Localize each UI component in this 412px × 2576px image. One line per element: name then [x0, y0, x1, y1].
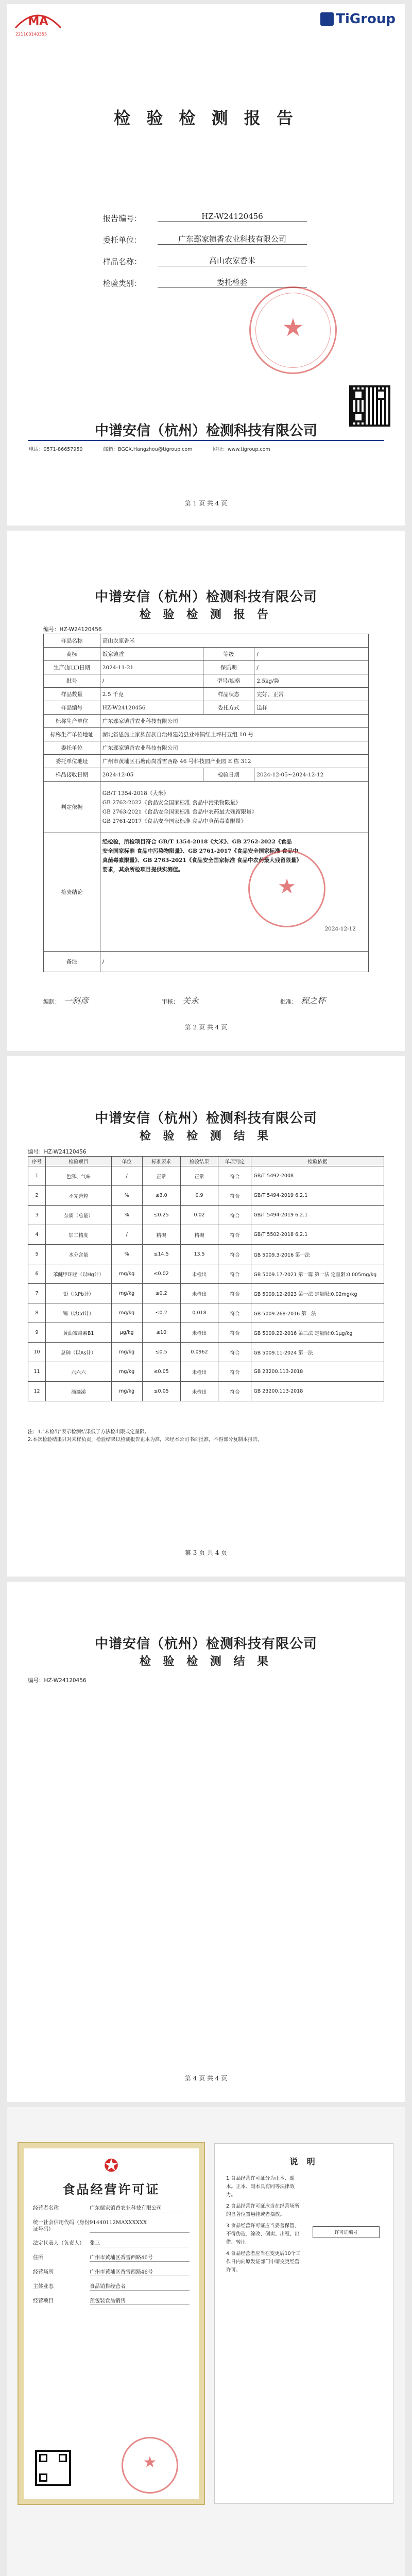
license-page — [7, 2107, 405, 2576]
results-cell: 符合 — [218, 1166, 251, 1186]
results-cell: GB 23200.113-2018 — [251, 1382, 384, 1401]
summary-value-cell: 广州市黄埔区石塘南岗香雪西路 46 号科技园产业园 E 栋 312 — [100, 755, 368, 768]
results-cell: 2 — [28, 1186, 46, 1206]
reviewer-signature: 关永 — [182, 996, 199, 1006]
results-cell: 精碾 — [142, 1225, 180, 1245]
results-cont-page — [7, 1582, 405, 2102]
summary-value-cell: 2.5 千克 — [100, 688, 203, 701]
results-cell: mg/kg — [111, 1264, 142, 1284]
summary-label-cell: 检验日期 — [203, 768, 254, 782]
results-report-no: 编号：HZ-W24120456 — [28, 1149, 87, 1155]
summary-row — [44, 701, 369, 715]
results-cell: GB 5009.11-2024 第一法 — [251, 1343, 384, 1362]
results-cell: 未检出 — [180, 1362, 218, 1382]
results-row — [28, 1225, 384, 1245]
results-cell: 黄曲霉毒素B1 — [45, 1323, 111, 1343]
results-cell: 8 — [28, 1303, 46, 1323]
results-note: 注：1."未检出"表示检测结果低于方法检出限或定量限。 — [28, 1429, 150, 1435]
results-row — [28, 1206, 384, 1225]
results-cell: μg/kg — [111, 1323, 142, 1343]
results-cell: GB 5009.22-2016 第三法 定量限:0.1μg/kg — [251, 1323, 384, 1343]
tigroup-name: TiGroup — [336, 11, 396, 27]
results-page-number: 第 3 页 共 4 页 — [184, 1549, 228, 1556]
license-code-label: 许可证编号 — [334, 2230, 358, 2235]
conclusion-line: 真菌毒素限量》、GB 2763-2021《食品安全国家标准 食品中农药最大残留限量》 — [102, 857, 302, 863]
conclusion-line: 安全国家标准 食品中污染物限量》、GB 2761-2017《食品安全国家标准 食品中 — [102, 848, 299, 854]
license-field-value: 91440112MAXXXXXX — [90, 2219, 190, 2233]
license-note: 3.食品经营许可证应当妥善保管，不得伪造、涂改、倒卖、出租、出借、转让。 — [226, 2223, 300, 2245]
summary-label-cell: 委托单位 — [44, 741, 100, 755]
basis-line: GB/T 1354-2018《大米》 — [102, 790, 169, 796]
summary-label-cell: 标称生产单位 — [44, 715, 100, 728]
results-cell: GB/T 5502-2018 6.2.1 — [251, 1225, 384, 1245]
results-cell: mg/kg — [111, 1362, 142, 1382]
conclusion-label: 检验结论 — [44, 833, 100, 952]
summary-row — [44, 674, 369, 688]
results-cell: 符合 — [218, 1245, 251, 1264]
license-field-label: 经营者名称 — [33, 2206, 59, 2211]
summary-row — [44, 768, 369, 782]
results-cell: 水分含量 — [45, 1245, 111, 1264]
results-page — [7, 1056, 405, 1577]
summary-value-cell: 湖北省恩施土家族苗族自治州建始县业州镇红土坪村五组 10 号 — [100, 728, 368, 741]
results-row — [28, 1245, 384, 1264]
results-row — [28, 1362, 384, 1382]
remark-value: / — [100, 952, 368, 972]
summary-row — [44, 661, 369, 674]
cover-phone: 电话：0571-86657950 — [29, 447, 83, 452]
results-cell: 10 — [28, 1343, 46, 1362]
results-cont-subtitle: 检 验 检 测 结 果 — [139, 1655, 273, 1668]
license-stamp-star-icon: ★ — [143, 2453, 157, 2471]
results-header-cell: 序号 — [28, 1157, 46, 1166]
results-row — [28, 1264, 384, 1284]
results-cell: 未检出 — [180, 1382, 218, 1401]
cover-stamp-star-icon: ★ — [282, 313, 304, 342]
results-cell: 0.9 — [180, 1186, 218, 1206]
results-cell: 符合 — [218, 1362, 251, 1382]
results-cell: 符合 — [218, 1303, 251, 1323]
results-row — [28, 1303, 384, 1323]
results-table — [28, 1156, 384, 1401]
cover-title: 检 验 检 测 报 告 — [114, 108, 298, 128]
summary-value-cell: 完好、正常 — [254, 688, 369, 701]
summary-page — [7, 531, 405, 1051]
results-cell: mg/kg — [111, 1382, 142, 1401]
license-notes-title: 说 明 — [289, 2157, 318, 2166]
results-cell: GB 5009.3-2016 第一法 — [251, 1245, 384, 1264]
results-cell: 未检出 — [180, 1284, 218, 1303]
remark-row — [44, 952, 369, 972]
results-cell: GB 5009.17-2021 第一篇 第一法 定量限:0.005mg/kg — [251, 1264, 384, 1284]
conclusion-line: 经检验，所检项目符合 GB/T 1354-2018《大米》、GB 2762-2022《食品 — [102, 839, 292, 845]
cover-field-sample: 高山农家香米 — [158, 255, 307, 266]
license-field — [33, 2283, 190, 2291]
results-cell: 未检出 — [180, 1323, 218, 1343]
cover-field-report-no: HZ-W24120456 — [158, 212, 307, 222]
results-cell: 12 — [28, 1382, 46, 1401]
results-row — [28, 1323, 384, 1343]
results-header-cell: 单项判定 — [218, 1157, 251, 1166]
svg-text:MA: MA — [28, 15, 48, 28]
results-cell: ≤14.5 — [142, 1245, 180, 1264]
cover-company: 中谱安信（杭州）检测科技有限公司 — [95, 423, 317, 439]
license-note: 1.食品经营许可证分为正本、副本。正本、副本具有同等法律效力。 — [226, 2176, 295, 2198]
basis-line: GB 2762-2022《食品安全国家标准 食品中污染物限量》 — [102, 799, 241, 806]
summary-subtitle: 检 验 检 测 报 告 — [139, 608, 273, 621]
results-cont-page-number: 第 4 页 共 4 页 — [184, 2075, 228, 2082]
summary-report-no: 编号：HZ-W24120456 — [43, 626, 102, 633]
results-cont-company: 中谱安信（杭州）检测科技有限公司 — [94, 1636, 317, 1652]
approver-signature: 程之杯 — [301, 996, 326, 1006]
summary-row — [44, 755, 369, 768]
license-title: 食品经营许可证 — [62, 2182, 160, 2197]
results-header-cell: 检验项目 — [45, 1157, 111, 1166]
cover-field-sample-label: 样品名称： — [103, 257, 142, 266]
summary-page-number: 第 2 页 共 4 页 — [184, 1024, 228, 1031]
license-code-box — [313, 2226, 380, 2238]
summary-row — [44, 688, 369, 701]
tigroup-logo — [320, 11, 396, 27]
summary-label-cell: 样品编号 — [44, 701, 100, 715]
summary-label-cell: 样品数量 — [44, 688, 100, 701]
results-cell: 3 — [28, 1206, 46, 1225]
license-field-label: 统一社会信用代码（身份证号码） — [33, 2220, 90, 2232]
cover-page-number: 第 1 页 共 4 页 — [184, 500, 228, 507]
license-field-value: 食品销售经营者 — [90, 2283, 190, 2291]
results-cell: % — [111, 1245, 142, 1264]
license-card — [19, 2143, 204, 2504]
license-field-label: 住所 — [33, 2255, 43, 2261]
license-field-value: 预包装食品销售 — [90, 2298, 190, 2305]
license-field-value: 广州市黄埔区香雪西路46号 — [90, 2269, 190, 2276]
results-cell: 正常 — [142, 1166, 180, 1186]
summary-value-cell: 广东鄢家镇香农业科技有限公司 — [100, 715, 368, 728]
results-cell: ≤0.05 — [142, 1382, 180, 1401]
compiler-signature: 一斜彦 — [64, 996, 89, 1006]
summary-label-cell: 标称生产单位地址 — [44, 728, 100, 741]
summary-value-cell: 高山农家香米 — [100, 634, 368, 648]
results-cell: 9 — [28, 1323, 46, 1343]
license-field-value: 广州市黄埔区香雪西路46号 — [90, 2255, 190, 2262]
results-cell: % — [111, 1206, 142, 1225]
conclusion-value — [100, 833, 368, 952]
results-cell: 5 — [28, 1245, 46, 1264]
summary-label-cell: 样品接收日期 — [44, 768, 100, 782]
results-row — [28, 1343, 384, 1362]
results-cell: / — [111, 1225, 142, 1245]
results-header-cell: 检验结果 — [180, 1157, 218, 1166]
basis-label: 判定依据 — [44, 782, 100, 833]
results-cell: ≤0.5 — [142, 1343, 180, 1362]
results-cell: 符合 — [218, 1343, 251, 1362]
results-header-cell: 检验依据 — [251, 1157, 384, 1166]
results-cell: mg/kg — [111, 1303, 142, 1323]
results-cell: 加工精度 — [45, 1225, 111, 1245]
summary-label-cell: 样品状态 — [203, 688, 254, 701]
results-header-row — [28, 1157, 384, 1166]
results-cell: 0.0962 — [180, 1343, 218, 1362]
results-cont-report-no: 编号：HZ-W24120456 — [28, 1677, 87, 1684]
ma-logo-graphic — [13, 8, 63, 32]
results-cell: 13.5 — [180, 1245, 218, 1264]
results-cell: ≤0.2 — [142, 1303, 180, 1323]
results-row — [28, 1284, 384, 1303]
results-cell: 精碾 — [180, 1225, 218, 1245]
results-cell: 6 — [28, 1264, 46, 1284]
license-field-value: 广东鄢家镇香农业科技有限公司 — [90, 2205, 190, 2212]
summary-value-cell: 2.5kg/袋 — [254, 674, 369, 688]
license-field — [33, 2219, 190, 2233]
cover-contacts — [29, 445, 270, 452]
results-cell: GB/T 5494-2019 6.2.1 — [251, 1206, 384, 1225]
cover-website: 网址：www.tigroup.com — [213, 447, 270, 452]
license-field-list — [33, 2205, 190, 2312]
results-row — [28, 1186, 384, 1206]
basis-line: GB 2761-2017《食品安全国家标准 食品中真菌毒素限量》 — [102, 818, 247, 824]
summary-row — [44, 648, 369, 661]
results-cell: ≤0.02 — [142, 1264, 180, 1284]
license-field — [33, 2255, 190, 2262]
license-emblem-icon: ✪ — [104, 2156, 119, 2176]
license-field-label: 法定代表人（负责人） — [33, 2241, 84, 2246]
results-subtitle: 检 验 检 测 结 果 — [139, 1129, 273, 1143]
summary-value-cell: 2024-12-05~2024-12-12 — [254, 768, 369, 782]
reviewer-label: 审核： — [162, 998, 179, 1005]
license-field — [33, 2298, 190, 2305]
summary-label-cell: 样品名称 — [44, 634, 100, 648]
results-note: 2.本次检验结果只对来样负责，检验结果以检测报告正本为准，未经本公司书面批准，不得部分复制本报告。 — [28, 1437, 263, 1443]
results-cell: GB/T 5494-2019 6.2.1 — [251, 1186, 384, 1206]
summary-value-cell: / — [100, 674, 203, 688]
summary-label-cell: 生产(加工)日期 — [44, 661, 100, 674]
approver-label: 批准： — [280, 998, 297, 1005]
results-cell: 符合 — [218, 1264, 251, 1284]
compiler-label: 编制： — [43, 998, 60, 1005]
summary-company: 中谱安信（杭州）检测科技有限公司 — [94, 589, 317, 605]
results-cell: 六六六 — [45, 1362, 111, 1382]
license-note: 4.食品经营者应当在变更后10个工作日内向原发证部门申请变更经营许可。 — [226, 2251, 301, 2273]
results-cell: 1 — [28, 1166, 46, 1186]
results-cell: 铅（以Pb计） — [45, 1284, 111, 1303]
summary-row — [44, 728, 369, 741]
summary-label-cell: 委托方式 — [203, 701, 254, 715]
results-cell: 符合 — [218, 1382, 251, 1401]
tigroup-mark-icon — [320, 12, 334, 26]
summary-label-cell: 委托单位地址 — [44, 755, 100, 768]
cover-field-type: 委托检验 — [158, 277, 307, 288]
license-field — [33, 2205, 190, 2212]
results-cell: 0.018 — [180, 1303, 218, 1323]
basis-row — [44, 782, 369, 833]
summary-stamp-star-icon: ★ — [278, 875, 296, 899]
summary-label-cell: 型号/规格 — [203, 674, 254, 688]
results-cell: 4 — [28, 1225, 46, 1245]
results-cell: GB/T 5492-2008 — [251, 1166, 384, 1186]
license-note: 2.食品经营许可证应当在经营场所的显著位置悬挂或者摆放。 — [226, 2204, 300, 2217]
summary-label-cell: 等级 — [203, 648, 254, 661]
summary-value-cell: / — [254, 661, 369, 674]
results-cell: GB 23200.113-2018 — [251, 1362, 384, 1382]
license-notes-card — [214, 2143, 393, 2504]
qr-code — [349, 385, 390, 427]
results-cell: 11 — [28, 1362, 46, 1382]
results-cell: 符合 — [218, 1206, 251, 1225]
results-cell: 苯醚甲环唑（以Hg计） — [45, 1264, 111, 1284]
cover-email: 邮箱：BGCX.Hangzhou@tigroup.com — [103, 447, 193, 452]
cover-field-type-label: 检验类别： — [103, 279, 142, 288]
results-cell: 符合 — [218, 1225, 251, 1245]
results-cell: % — [111, 1186, 142, 1206]
basis-value — [100, 782, 368, 833]
results-cell: ≤3.0 — [142, 1186, 180, 1206]
cover-field-client: 广东鄢家镇香农业科技有限公司 — [158, 233, 307, 245]
results-cell: 色泽、气味 — [45, 1166, 111, 1186]
results-cell: 未检出 — [180, 1264, 218, 1284]
results-cell: 符合 — [218, 1186, 251, 1206]
results-cell: 滴滴涕 — [45, 1382, 111, 1401]
summary-row — [44, 634, 369, 648]
summary-value-cell: / — [254, 648, 369, 661]
summary-value-cell: 2024-12-05 — [100, 768, 203, 782]
summary-value-cell: 2024-11-21 — [100, 661, 203, 674]
license-field-label: 经营场所 — [33, 2269, 54, 2275]
results-cell: ≤0.05 — [142, 1362, 180, 1382]
results-cell: GB 5009.268-2016 第一法 — [251, 1303, 384, 1323]
results-cell: / — [111, 1166, 142, 1186]
summary-label-cell: 商标 — [44, 648, 100, 661]
results-row — [28, 1166, 384, 1186]
summary-value-cell: 送样 — [254, 701, 369, 715]
issue-date: 2024-12-12 — [324, 926, 356, 932]
results-cell: 镉（以Cd计） — [45, 1303, 111, 1323]
cover-divider — [28, 440, 384, 441]
cover-field-report-no-label: 报告编号： — [103, 214, 142, 223]
results-company: 中谱安信（杭州）检测科技有限公司 — [94, 1111, 317, 1126]
cover-field-client-label: 委托单位： — [103, 235, 142, 245]
conclusion-line: 要求，其余所检项目提供实测值。 — [102, 867, 184, 873]
license-field-label: 经营项目 — [33, 2298, 54, 2304]
license-field — [33, 2269, 190, 2276]
results-cell: ≤0.25 — [142, 1206, 180, 1225]
results-cell: 总砷（以As计） — [45, 1343, 111, 1362]
results-cell: 0.02 — [180, 1206, 218, 1225]
summary-value-cell: HZ-W24120456 — [100, 701, 203, 715]
basis-line: GB 2763-2021《食品安全国家标准 食品中农药最大残留限量》 — [102, 808, 258, 815]
results-cell: mg/kg — [111, 1284, 142, 1303]
summary-label-cell: 批号 — [44, 674, 100, 688]
license-field-value: 张三 — [90, 2240, 190, 2247]
cover-page — [7, 4, 405, 526]
results-cell: 正常 — [180, 1166, 218, 1186]
summary-value-cell: 饭家镇香 — [100, 648, 203, 661]
results-cell: ≤10 — [142, 1323, 180, 1343]
results-cell: 不完善粒 — [45, 1186, 111, 1206]
license-field-label: 主体业态 — [33, 2284, 54, 2290]
ma-code: 221100140355 — [15, 32, 47, 37]
results-header-cell: 标准要求 — [142, 1157, 180, 1166]
results-header-cell: 单位 — [111, 1157, 142, 1166]
remark-label: 备注 — [44, 952, 100, 972]
results-cell: 符合 — [218, 1284, 251, 1303]
summary-value-cell: 广东鄢家镇香农业科技有限公司 — [100, 741, 368, 755]
summary-table — [43, 634, 369, 972]
results-cell: 7 — [28, 1284, 46, 1303]
results-row — [28, 1382, 384, 1401]
results-cell: 符合 — [218, 1323, 251, 1343]
summary-row — [44, 715, 369, 728]
license-field — [33, 2240, 190, 2247]
license-qr-code — [35, 2450, 71, 2486]
results-cell: GB 5009.12-2023 第一法 定量限:0.02mg/kg — [251, 1284, 384, 1303]
results-cell: 杂质（总量） — [45, 1206, 111, 1225]
results-cell: mg/kg — [111, 1343, 142, 1362]
results-cell: ≤0.2 — [142, 1284, 180, 1303]
ma-logo — [13, 8, 63, 32]
results-notes — [28, 1428, 384, 1444]
summary-row — [44, 741, 369, 755]
summary-label-cell: 保质期 — [203, 661, 254, 674]
